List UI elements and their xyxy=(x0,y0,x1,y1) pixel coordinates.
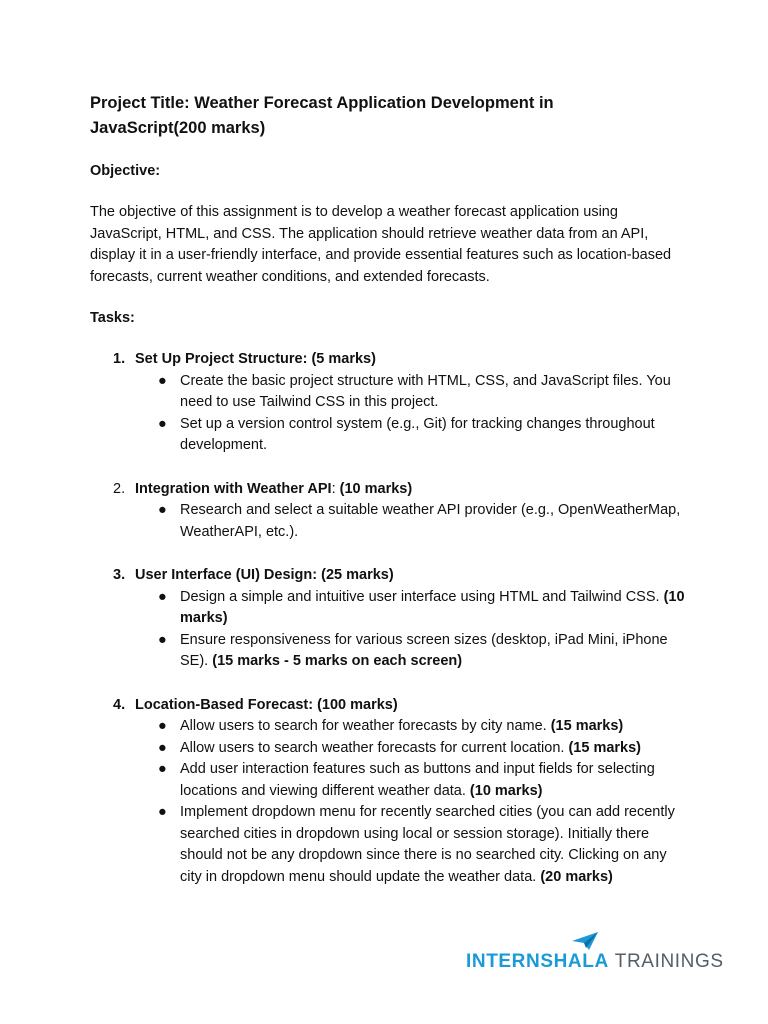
bullet-marks: (10 marks) xyxy=(469,782,543,799)
bullet-icon: ● xyxy=(158,804,167,820)
bullet-text: Allow users to search weather forecasts for current location. xyxy=(180,739,569,756)
task-bullets xyxy=(90,500,690,543)
logo-intern-text: INTERN xyxy=(466,951,541,972)
bullet-item xyxy=(158,738,690,760)
objective-text: The objective of this assignment is to develop a weather forecast application using JavaScript, HTML, and CSS. The application should retrieve weather data from an API, display it in a user-friendly interface, and provide essential features such as location-based forecasts, current weather conditions, and extended forecasts. xyxy=(90,204,672,285)
task-title: Set Up Project Structure: (5 marks) xyxy=(135,351,376,367)
bullet-marks: (15 marks) xyxy=(568,739,641,756)
bullet-item xyxy=(158,371,690,414)
logo-shala-text: SHALA xyxy=(540,951,609,972)
document-page xyxy=(90,91,690,910)
bullet-text: Design a simple and intuitive user interface using HTML and Tailwind CSS. xyxy=(180,588,664,605)
bullet-icon: ● xyxy=(158,372,167,389)
task-number: 3. xyxy=(113,567,126,583)
bullet-icon: ● xyxy=(158,502,167,518)
project-title xyxy=(90,91,690,141)
project-title-line2: JavaScript(200 marks) xyxy=(90,119,266,137)
bullet-item xyxy=(158,802,690,888)
logo-trainings-text: TRAININGS xyxy=(614,951,724,972)
bullet-text: Add user interaction features such as buttons and input fields for selecting locations and viewing different weather data. xyxy=(180,761,655,799)
task-number: 2. xyxy=(113,480,126,497)
task-item xyxy=(90,349,690,457)
bullet-item xyxy=(158,716,690,738)
task-title: User Interface (UI) Design: (25 marks) xyxy=(135,567,394,583)
task-title xyxy=(135,479,412,501)
task-number: 4. xyxy=(113,696,126,713)
bullet-icon: ● xyxy=(158,588,167,605)
bullet-item xyxy=(158,500,690,543)
bullet-icon: ● xyxy=(158,761,167,777)
task-bullets xyxy=(90,587,690,673)
task-item xyxy=(90,695,690,889)
task-bullets xyxy=(90,716,690,888)
bullet-icon: ● xyxy=(158,415,167,432)
bullet-text: Ensure responsiveness for various screen sizes (desktop, iPad Mini, iPhone SE). xyxy=(180,631,668,669)
tasks-heading: Tasks: xyxy=(90,310,135,326)
internshala-trainings-logo xyxy=(466,932,724,976)
bullet-icon: ● xyxy=(158,718,167,734)
bullet-marks: (20 marks) xyxy=(540,868,613,885)
task-item xyxy=(90,479,690,544)
bullet-text: Research and select a suitable weather API provider (e.g., OpenWeatherMap, WeatherAPI, etc.). xyxy=(180,502,681,540)
bullet-item xyxy=(158,759,690,802)
task-list xyxy=(90,349,690,888)
task-title-marks: (10 marks) xyxy=(335,480,413,497)
bullet-text: Allow users to search for weather forecasts by city name. xyxy=(180,718,551,734)
task-number: 1. xyxy=(113,351,126,367)
bullet-text: Implement dropdown menu for recently searched cities (you can add recently searched cities in dropdown using local or session storage). Initially there should not be any dropdown since there is no searched city. Clicking on any city in dropdown menu should update the weather data. xyxy=(180,804,675,885)
objective-heading: Objective: xyxy=(90,163,161,179)
task-bullets xyxy=(90,371,690,457)
bullet-icon: ● xyxy=(158,631,167,648)
bullet-marks: (15 marks) xyxy=(550,718,624,734)
bullet-item xyxy=(158,630,690,673)
bullet-text: Create the basic project structure with HTML, CSS, and JavaScript files. You need to use Tailwind CSS in this project. xyxy=(180,372,671,410)
task-title-separator: : xyxy=(331,480,336,497)
task-item xyxy=(90,565,690,673)
bullet-item xyxy=(158,414,690,457)
bullet-item xyxy=(158,587,690,630)
bullet-marks: (15 marks - 5 marks on each screen) xyxy=(212,653,463,669)
task-title-text: Integration with Weather API xyxy=(135,480,332,497)
bullet-icon: ● xyxy=(158,739,167,756)
logo-wordmark xyxy=(466,951,724,973)
project-title-line1: Project Title: Weather Forecast Application Development in xyxy=(90,94,554,112)
task-title: Location-Based Forecast: (100 marks) xyxy=(135,696,398,713)
bullet-marks: (10 marks) xyxy=(180,588,685,626)
bullet-text: Set up a version control system (e.g., Git) for tracking changes throughout development. xyxy=(180,415,655,453)
